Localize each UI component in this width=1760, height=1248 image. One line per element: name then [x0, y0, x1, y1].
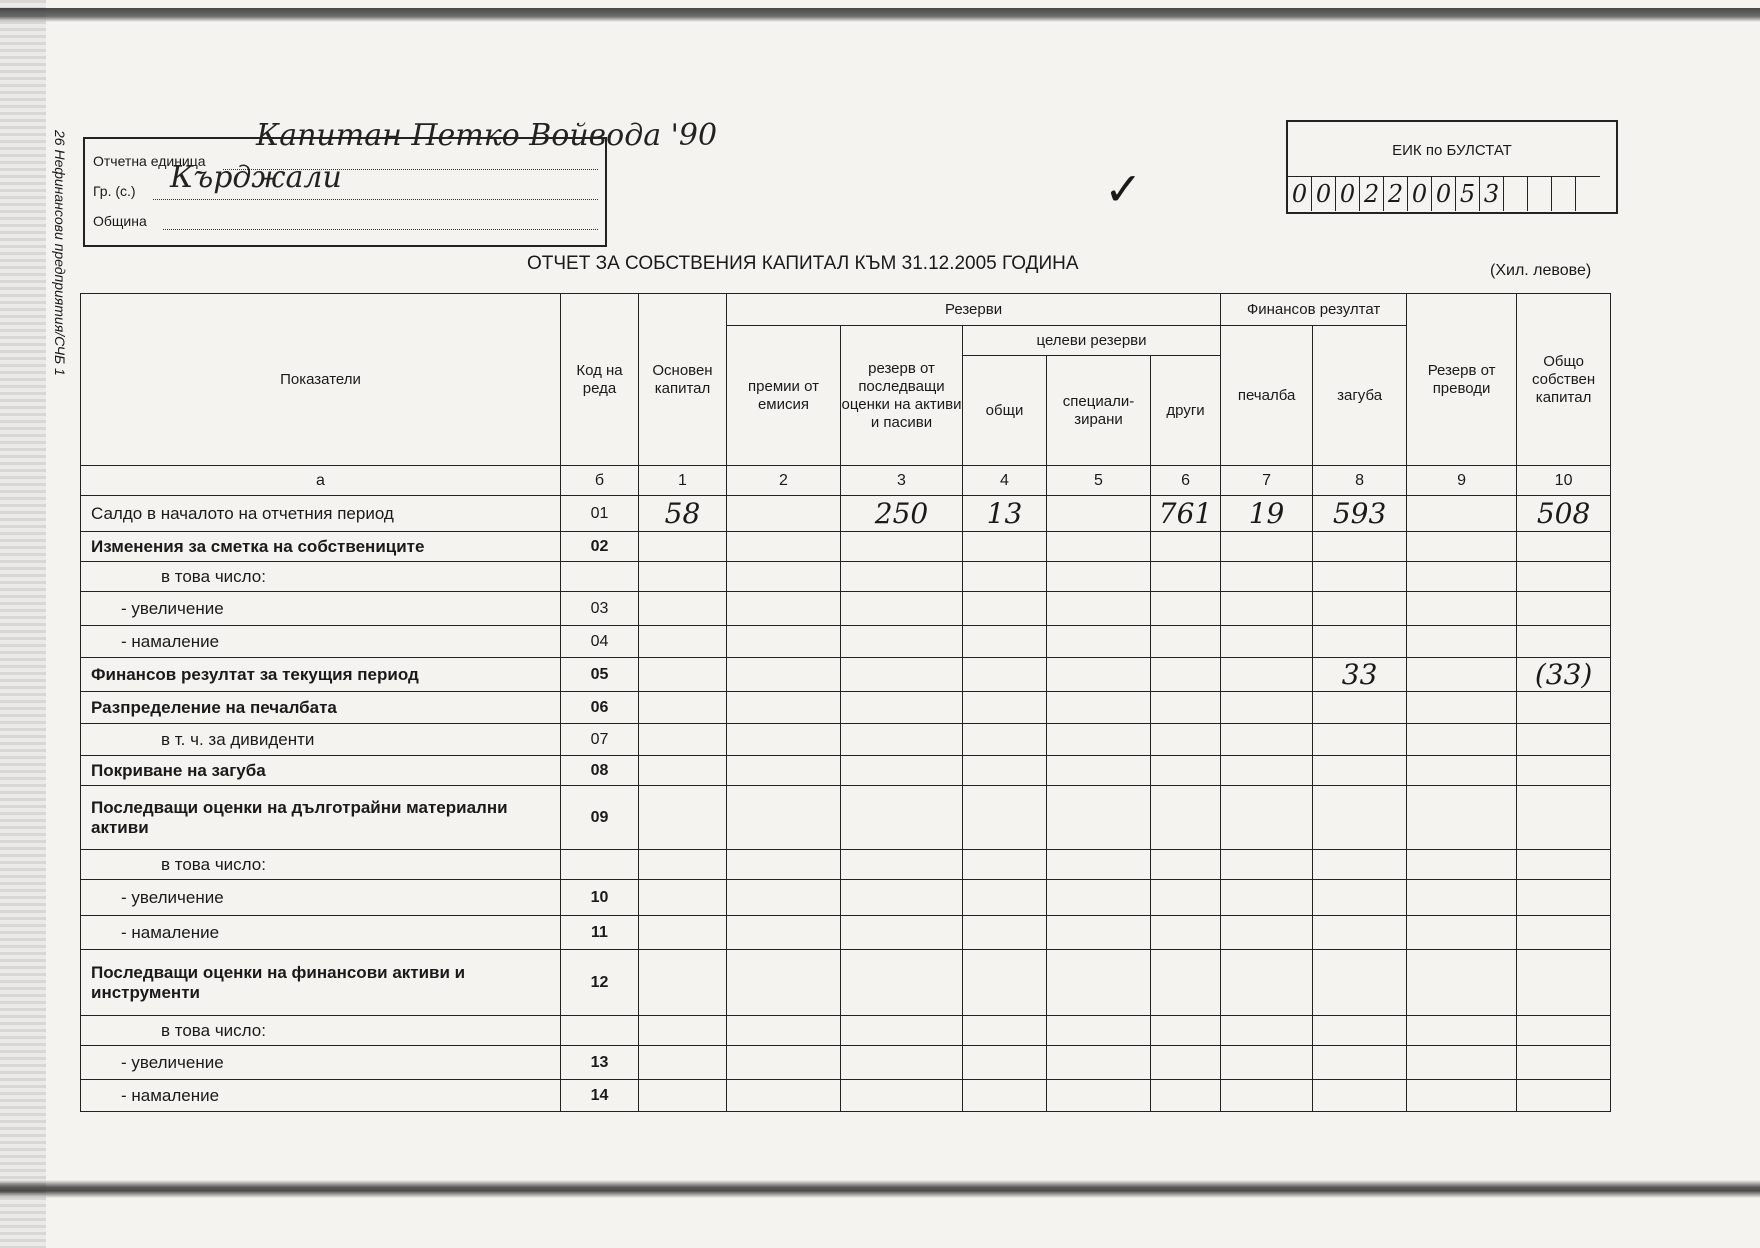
- scan-edge-top: [0, 8, 1760, 22]
- entity-unit-label: Отчетна единица: [93, 153, 206, 169]
- eik-digit: 0: [1432, 177, 1456, 211]
- row-label: - увеличение: [81, 592, 561, 626]
- value-cell: [963, 950, 1047, 1016]
- value-cell: [1407, 562, 1517, 592]
- value-cell: [639, 880, 727, 916]
- value-cell: [1313, 950, 1407, 1016]
- value-cell: [727, 658, 841, 692]
- value-cell: [841, 692, 963, 724]
- value-cell: [639, 1016, 727, 1046]
- value-cell: [1313, 1016, 1407, 1046]
- header-general: общи: [963, 356, 1047, 466]
- value-cell: [1047, 626, 1151, 658]
- column-number: 6: [1151, 466, 1221, 496]
- row-label: Салдо в началото на отчетния период: [81, 496, 561, 532]
- eik-box: [1286, 120, 1618, 214]
- equity-table: [80, 293, 1611, 1112]
- value-cell: [841, 756, 963, 786]
- row-code: 04: [561, 626, 639, 658]
- eik-digit: 0: [1336, 177, 1360, 211]
- value-cell: [1407, 786, 1517, 850]
- value-cell: [1047, 724, 1151, 756]
- table-row: [81, 658, 1611, 692]
- value-cell: [1221, 532, 1313, 562]
- value-cell: [1517, 850, 1611, 880]
- value-cell: [1047, 496, 1151, 532]
- value-cell: [1151, 658, 1221, 692]
- value-cell: [1407, 658, 1517, 692]
- row-code: 02: [561, 532, 639, 562]
- eik-digit: [1552, 177, 1576, 211]
- value-cell: [1517, 1080, 1611, 1112]
- value-cell: [1313, 1080, 1407, 1112]
- value-cell: [1151, 724, 1221, 756]
- value-cell: [841, 1016, 963, 1046]
- row-code: 11: [561, 916, 639, 950]
- row-code: [561, 850, 639, 880]
- value-cell: 508: [1517, 496, 1611, 532]
- header-financial-result: Финансов резултат: [1221, 294, 1407, 326]
- eik-digit: 0: [1288, 177, 1312, 211]
- entity-municipality-dots: [163, 215, 598, 230]
- value-cell: [963, 562, 1047, 592]
- value-cell: [963, 592, 1047, 626]
- value-cell: 593: [1313, 496, 1407, 532]
- value-cell: [1313, 626, 1407, 658]
- value-cell: [841, 724, 963, 756]
- value-cell: [1517, 1046, 1611, 1080]
- column-number: 2: [727, 466, 841, 496]
- value-cell: [1151, 756, 1221, 786]
- column-number: б: [561, 466, 639, 496]
- eik-digit: 2: [1360, 177, 1384, 211]
- value-cell: [963, 532, 1047, 562]
- eik-digit: [1528, 177, 1552, 211]
- entity-city-handwritten: Кърджали: [170, 160, 342, 195]
- value-cell: [1221, 1016, 1313, 1046]
- value-cell: [1517, 692, 1611, 724]
- entity-municipality-row: [93, 213, 147, 229]
- value-cell: [639, 562, 727, 592]
- value-cell: [963, 658, 1047, 692]
- header-other: други: [1151, 356, 1221, 466]
- value-cell: [841, 592, 963, 626]
- row-label: Изменения за сметка на собствениците: [81, 532, 561, 562]
- value-cell: [1047, 916, 1151, 950]
- row-label: - увеличение: [81, 880, 561, 916]
- table-row: [81, 692, 1611, 724]
- column-number: 3: [841, 466, 963, 496]
- row-label: в това число:: [81, 1016, 561, 1046]
- value-cell: [841, 562, 963, 592]
- value-cell: [1407, 756, 1517, 786]
- value-cell: [1151, 850, 1221, 880]
- value-cell: [1407, 692, 1517, 724]
- value-cell: [841, 626, 963, 658]
- value-cell: [841, 850, 963, 880]
- row-label: - намаление: [81, 916, 561, 950]
- value-cell: [841, 532, 963, 562]
- value-cell: [1313, 532, 1407, 562]
- value-cell: [727, 786, 841, 850]
- value-cell: [1313, 850, 1407, 880]
- value-cell: [1407, 850, 1517, 880]
- value-cell: [1151, 880, 1221, 916]
- row-label: Последващи оценки на финансови активи и инструменти: [81, 950, 561, 1016]
- value-cell: (33): [1517, 658, 1611, 692]
- eik-digit: 2: [1384, 177, 1408, 211]
- value-cell: [963, 724, 1047, 756]
- value-cell: [1047, 532, 1151, 562]
- row-code: 14: [561, 1080, 639, 1112]
- value-cell: [1407, 880, 1517, 916]
- side-caption: 26 Нефинансови предприятия/СЧБ 1: [52, 130, 68, 376]
- table-row: [81, 950, 1611, 1016]
- value-cell: 13: [963, 496, 1047, 532]
- value-cell: [1517, 592, 1611, 626]
- row-label: - намаление: [81, 626, 561, 658]
- entity-city-row: [93, 183, 136, 199]
- value-cell: [1313, 880, 1407, 916]
- value-cell: [963, 850, 1047, 880]
- value-cell: [1313, 592, 1407, 626]
- value-cell: [727, 916, 841, 950]
- value-cell: [1517, 880, 1611, 916]
- value-cell: [639, 724, 727, 756]
- eik-digit: 0: [1312, 177, 1336, 211]
- value-cell: [1151, 786, 1221, 850]
- row-code: 01: [561, 496, 639, 532]
- value-cell: [1047, 658, 1151, 692]
- table-row: [81, 626, 1611, 658]
- value-cell: [1221, 756, 1313, 786]
- value-cell: [963, 1046, 1047, 1080]
- value-cell: [1517, 562, 1611, 592]
- value-cell: [1151, 532, 1221, 562]
- value-cell: [1047, 692, 1151, 724]
- row-code: [561, 1016, 639, 1046]
- value-cell: [1407, 1016, 1517, 1046]
- value-cell: [727, 692, 841, 724]
- row-code: 09: [561, 786, 639, 850]
- units-note: (Хил. левове): [1490, 262, 1592, 279]
- value-cell: 761: [1151, 496, 1221, 532]
- equity-table-wrapper: [80, 293, 1610, 1128]
- value-cell: [1221, 950, 1313, 1016]
- value-cell: 19: [1221, 496, 1313, 532]
- value-cell: [639, 850, 727, 880]
- value-cell: [1313, 724, 1407, 756]
- value-cell: [1047, 850, 1151, 880]
- value-cell: 58: [639, 496, 727, 532]
- value-cell: [1221, 724, 1313, 756]
- header-total-equity: Общо собствен капитал: [1517, 294, 1611, 466]
- table-row: [81, 1046, 1611, 1080]
- row-label: в т. ч. за дивиденти: [81, 724, 561, 756]
- value-cell: [1407, 592, 1517, 626]
- value-cell: [1221, 1080, 1313, 1112]
- value-cell: [639, 756, 727, 786]
- value-cell: [1221, 692, 1313, 724]
- value-cell: [639, 786, 727, 850]
- eik-digit: 0: [1408, 177, 1432, 211]
- value-cell: [1047, 756, 1151, 786]
- value-cell: [727, 496, 841, 532]
- value-cell: [1151, 562, 1221, 592]
- value-cell: [1151, 1016, 1221, 1046]
- value-cell: [1407, 1046, 1517, 1080]
- page-title: ОТЧЕТ ЗА СОБСТВЕНИЯ КАПИТАЛ КЪМ 31.12.2005 ГОДИНА: [527, 253, 1079, 274]
- value-cell: [1517, 532, 1611, 562]
- value-cell: 33: [1313, 658, 1407, 692]
- entity-municipality-label: Община: [93, 213, 147, 229]
- value-cell: [841, 786, 963, 850]
- column-number: 10: [1517, 466, 1611, 496]
- value-cell: [639, 692, 727, 724]
- value-cell: [639, 1046, 727, 1080]
- value-cell: [1221, 916, 1313, 950]
- value-cell: [1047, 950, 1151, 1016]
- value-cell: [1221, 592, 1313, 626]
- value-cell: [727, 532, 841, 562]
- row-label: Финансов резултат за текущия период: [81, 658, 561, 692]
- column-number: 4: [963, 466, 1047, 496]
- value-cell: [639, 916, 727, 950]
- value-cell: [1151, 1046, 1221, 1080]
- value-cell: [1151, 592, 1221, 626]
- value-cell: [1313, 756, 1407, 786]
- row-label: Покриване на загуба: [81, 756, 561, 786]
- header-special: специали-зирани: [1047, 356, 1151, 466]
- eik-digit: [1504, 177, 1528, 211]
- value-cell: [1517, 756, 1611, 786]
- value-cell: [1517, 916, 1611, 950]
- value-cell: [841, 950, 963, 1016]
- row-code: 12: [561, 950, 639, 1016]
- value-cell: [1313, 786, 1407, 850]
- value-cell: [727, 1016, 841, 1046]
- value-cell: [727, 592, 841, 626]
- header-row-code: Код на реда: [561, 294, 639, 466]
- table-row: [81, 724, 1611, 756]
- value-cell: [1407, 496, 1517, 532]
- header-main-capital: Основен капитал: [639, 294, 727, 466]
- value-cell: [841, 658, 963, 692]
- table-row: [81, 592, 1611, 626]
- row-label: в това число:: [81, 850, 561, 880]
- value-cell: [963, 1080, 1047, 1112]
- value-cell: [1313, 562, 1407, 592]
- value-cell: [963, 1016, 1047, 1046]
- value-cell: [1407, 626, 1517, 658]
- value-cell: [1517, 786, 1611, 850]
- value-cell: [1407, 1080, 1517, 1112]
- column-number: 1: [639, 466, 727, 496]
- row-code: 10: [561, 880, 639, 916]
- value-cell: [1151, 1080, 1221, 1112]
- eik-digit: 3: [1480, 177, 1504, 211]
- value-cell: [1047, 1080, 1151, 1112]
- value-cell: [1151, 916, 1221, 950]
- value-cell: [1313, 916, 1407, 950]
- value-cell: [963, 692, 1047, 724]
- value-cell: [1047, 562, 1151, 592]
- value-cell: [639, 532, 727, 562]
- value-cell: [1313, 692, 1407, 724]
- header-loss: загуба: [1313, 326, 1407, 466]
- column-number: 9: [1407, 466, 1517, 496]
- column-number: 5: [1047, 466, 1151, 496]
- table-row: [81, 496, 1611, 532]
- value-cell: [1407, 724, 1517, 756]
- value-cell: [1407, 950, 1517, 1016]
- scan-edge-left: [0, 0, 46, 1248]
- value-cell: [727, 1046, 841, 1080]
- table-row: [81, 756, 1611, 786]
- value-cell: [1517, 1016, 1611, 1046]
- value-cell: [639, 592, 727, 626]
- header-translation-reserve: Резерв от преводи: [1407, 294, 1517, 466]
- eik-label: ЕИК по БУЛСТАТ: [1392, 142, 1512, 159]
- entity-city-label: Гр. (с.): [93, 183, 136, 199]
- value-cell: [1313, 1046, 1407, 1080]
- row-label: - намаление: [81, 1080, 561, 1112]
- value-cell: [963, 786, 1047, 850]
- value-cell: [963, 626, 1047, 658]
- value-cell: [1407, 916, 1517, 950]
- column-number: 8: [1313, 466, 1407, 496]
- eik-digit: 5: [1456, 177, 1480, 211]
- header-revaluation: резерв от последващи оценки на активи и пасиви: [841, 326, 963, 466]
- check-mark-icon: ✓: [1104, 162, 1143, 216]
- value-cell: [841, 880, 963, 916]
- column-number: а: [81, 466, 561, 496]
- table-row: [81, 1080, 1611, 1112]
- row-code: 13: [561, 1046, 639, 1080]
- row-code: 03: [561, 592, 639, 626]
- row-label: Последващи оценки на дълготрайни материални активи: [81, 786, 561, 850]
- header-target-reserves: целеви резерви: [963, 326, 1221, 356]
- column-number-row: [81, 466, 1611, 496]
- header-indicators: Показатели: [81, 294, 561, 466]
- value-cell: [727, 724, 841, 756]
- value-cell: [1151, 692, 1221, 724]
- eik-digit: [1576, 177, 1600, 211]
- value-cell: [1151, 626, 1221, 658]
- column-number: 7: [1221, 466, 1313, 496]
- value-cell: [727, 626, 841, 658]
- value-cell: [1047, 1016, 1151, 1046]
- value-cell: [727, 562, 841, 592]
- table-row: [81, 916, 1611, 950]
- value-cell: [841, 1080, 963, 1112]
- value-cell: [1151, 950, 1221, 1016]
- value-cell: [727, 950, 841, 1016]
- row-code: 05: [561, 658, 639, 692]
- table-row: [81, 880, 1611, 916]
- table-row: [81, 562, 1611, 592]
- value-cell: [1047, 592, 1151, 626]
- value-cell: [639, 950, 727, 1016]
- value-cell: [1221, 786, 1313, 850]
- value-cell: 250: [841, 496, 963, 532]
- value-cell: [1221, 658, 1313, 692]
- row-code: 06: [561, 692, 639, 724]
- value-cell: [963, 880, 1047, 916]
- value-cell: [727, 756, 841, 786]
- value-cell: [639, 658, 727, 692]
- table-row: [81, 850, 1611, 880]
- value-cell: [963, 916, 1047, 950]
- reporting-entity-box: [83, 137, 607, 247]
- value-cell: [841, 916, 963, 950]
- value-cell: [727, 880, 841, 916]
- value-cell: [1221, 1046, 1313, 1080]
- value-cell: [1517, 724, 1611, 756]
- value-cell: [639, 1080, 727, 1112]
- value-cell: [1517, 626, 1611, 658]
- value-cell: [1221, 562, 1313, 592]
- value-cell: [727, 1080, 841, 1112]
- value-cell: [841, 1046, 963, 1080]
- value-cell: [727, 850, 841, 880]
- value-cell: [1047, 880, 1151, 916]
- table-row: [81, 532, 1611, 562]
- value-cell: [639, 626, 727, 658]
- value-cell: [963, 756, 1047, 786]
- value-cell: [1517, 950, 1611, 1016]
- table-row: [81, 1016, 1611, 1046]
- entity-unit-handwritten: Капитан Петко Войвода '90: [256, 118, 718, 153]
- value-cell: [1047, 1046, 1151, 1080]
- row-code: [561, 562, 639, 592]
- table-row: [81, 786, 1611, 850]
- header-reserves: Резерви: [727, 294, 1221, 326]
- value-cell: [1221, 880, 1313, 916]
- header-premium: премии от емисия: [727, 326, 841, 466]
- row-label: в това число:: [81, 562, 561, 592]
- value-cell: [1221, 850, 1313, 880]
- row-label: - увеличение: [81, 1046, 561, 1080]
- value-cell: [1047, 786, 1151, 850]
- header-profit: печалба: [1221, 326, 1313, 466]
- eik-digit-cells: [1288, 176, 1600, 211]
- row-label: Разпределение на печалбата: [81, 692, 561, 724]
- scan-edge-bottom: [0, 1180, 1760, 1198]
- value-cell: [1221, 626, 1313, 658]
- value-cell: [1407, 532, 1517, 562]
- row-code: 07: [561, 724, 639, 756]
- row-code: 08: [561, 756, 639, 786]
